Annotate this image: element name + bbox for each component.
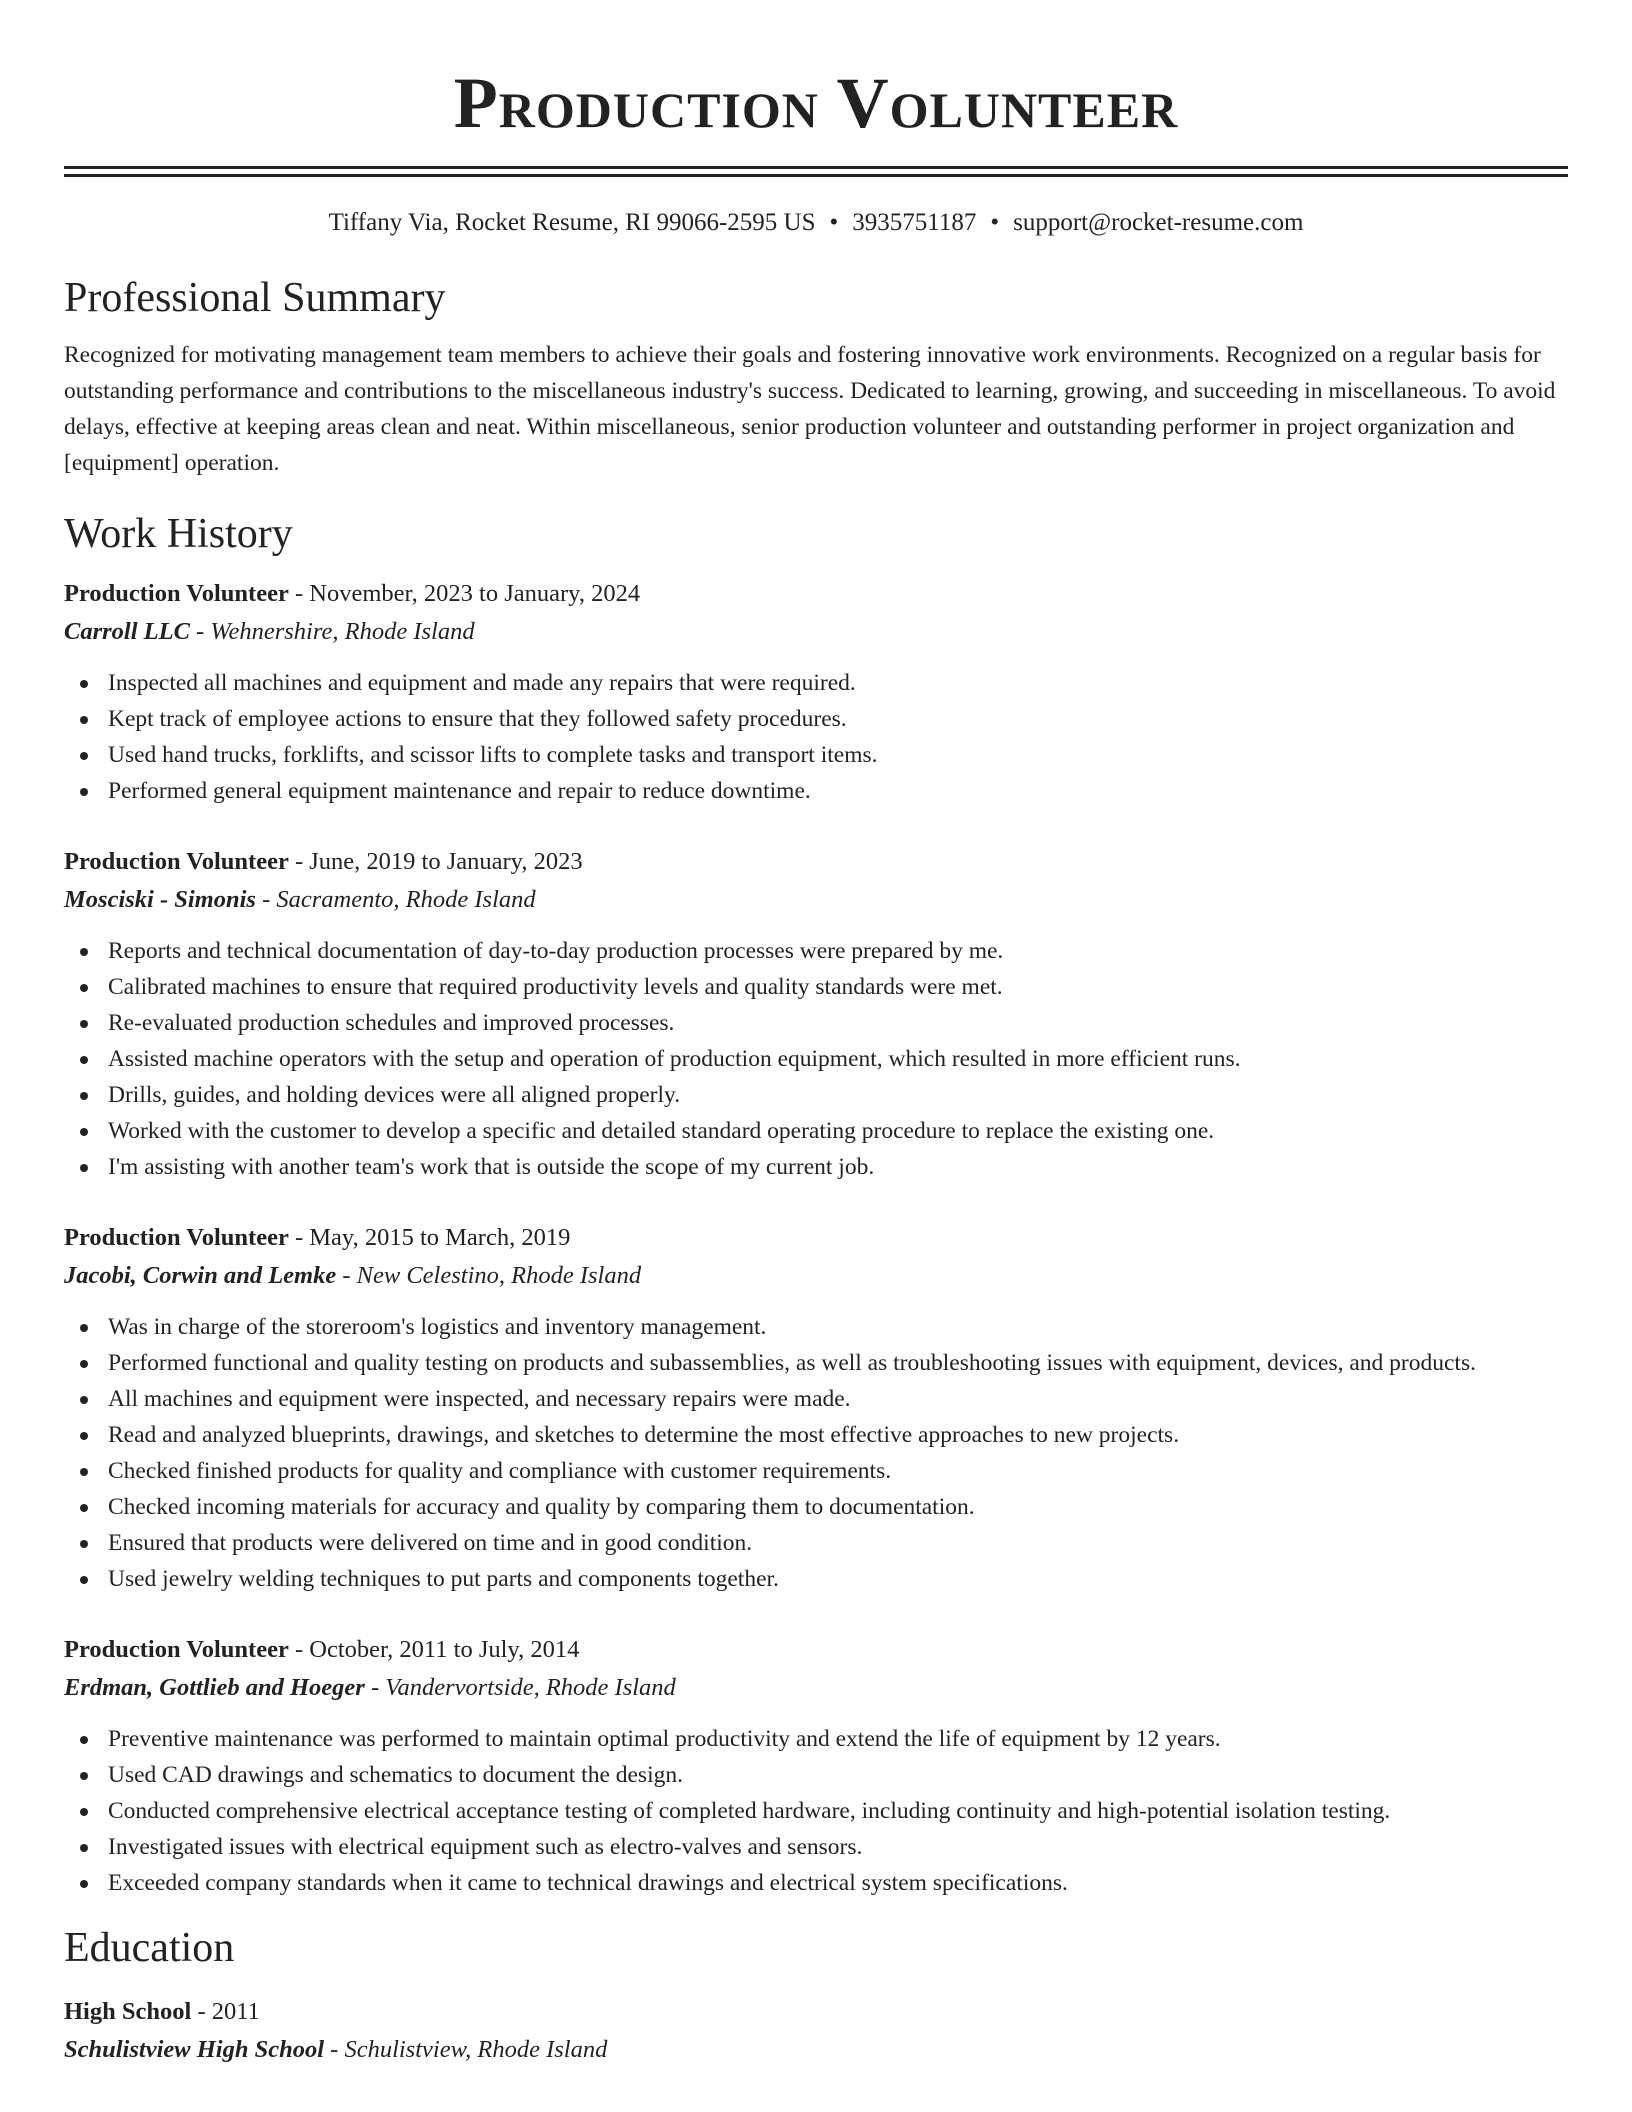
education-entry <box>64 1993 1568 2069</box>
job-location: - New Celestino, Rhode Island <box>336 1262 642 1289</box>
job-entry <box>64 575 1568 809</box>
education-school: Schulistview High School <box>64 2036 325 2063</box>
duty-item: Was in charge of the storeroom's logistics and inventory management. <box>64 1309 1568 1345</box>
job-employer <box>64 613 1568 651</box>
contact-email: support@rocket-resume.com <box>1013 209 1304 236</box>
job-dates: - November, 2023 to January, 2024 <box>288 580 641 607</box>
education-institution <box>64 2031 1568 2069</box>
duty-item: Preventive maintenance was performed to maintain optimal productivity and extend the life of equipment by 12 years. <box>64 1721 1568 1757</box>
job-role: Production Volunteer <box>64 580 289 607</box>
job-entry <box>64 843 1568 1185</box>
job-header <box>64 843 1568 881</box>
job-employer <box>64 1257 1568 1295</box>
education-heading: Education <box>64 1925 235 1971</box>
duty-item: Checked incoming materials for accuracy and quality by comparing them to documentation. <box>64 1489 1568 1525</box>
duty-item: Checked finished products for quality and compliance with customer requirements. <box>64 1453 1568 1489</box>
summary-heading: Professional Summary <box>64 275 446 321</box>
job-duties <box>64 665 1568 809</box>
contact-line <box>64 207 1568 239</box>
job-company: Jacobi, Corwin and Lemke <box>64 1262 337 1289</box>
duty-item: All machines and equipment were inspected, and necessary repairs were made. <box>64 1381 1568 1417</box>
job-duties <box>64 933 1568 1185</box>
job-employer <box>64 881 1568 919</box>
job-location: - Vandervortside, Rhode Island <box>364 1674 676 1701</box>
job-company: Erdman, Gottlieb and Hoeger <box>64 1674 365 1701</box>
duty-item: I'm assisting with another team's work that is outside the scope of my current job. <box>64 1149 1568 1185</box>
education-degree: High School <box>64 1998 192 2025</box>
duty-item: Exceeded company standards when it came to technical drawings and electrical system specifications. <box>64 1865 1568 1901</box>
duty-item: Reports and technical documentation of day-to-day production processes were prepared by me. <box>64 933 1568 969</box>
duty-item: Inspected all machines and equipment and made any repairs that were required. <box>64 665 1568 701</box>
duty-item: Re-evaluated production schedules and improved processes. <box>64 1005 1568 1041</box>
job-role: Production Volunteer <box>64 1636 289 1663</box>
duty-item: Kept track of employee actions to ensure that they followed safety procedures. <box>64 701 1568 737</box>
duty-item: Used CAD drawings and schematics to document the design. <box>64 1757 1568 1793</box>
resume-page <box>64 0 1568 2069</box>
job-duties <box>64 1721 1568 1901</box>
education-year: - 2011 <box>191 1998 260 2025</box>
job-entry <box>64 1219 1568 1597</box>
job-role: Production Volunteer <box>64 848 289 875</box>
duty-item: Ensured that products were delivered on time and in good condition. <box>64 1525 1568 1561</box>
job-company: Carroll LLC <box>64 618 190 645</box>
job-employer <box>64 1669 1568 1707</box>
job-location: - Wehnershire, Rhode Island <box>189 618 475 645</box>
duty-item: Used hand trucks, forklifts, and scissor lifts to complete tasks and transport items. <box>64 737 1568 773</box>
duty-item: Worked with the customer to develop a specific and detailed standard operating procedure to replace the existing one. <box>64 1113 1568 1149</box>
duty-item: Drills, guides, and holding devices were all aligned properly. <box>64 1077 1568 1113</box>
job-role: Production Volunteer <box>64 1224 289 1251</box>
job-dates: - October, 2011 to July, 2014 <box>288 1636 580 1663</box>
work-history-heading: Work History <box>64 511 293 557</box>
contact-address: Tiffany Via, Rocket Resume, RI 99066-2595 US <box>328 209 816 236</box>
job-dates: - May, 2015 to March, 2019 <box>288 1224 571 1251</box>
duty-item: Used jewelry welding techniques to put parts and components together. <box>64 1561 1568 1597</box>
title-divider <box>64 166 1568 177</box>
duty-item: Performed general equipment maintenance and repair to reduce downtime. <box>64 773 1568 809</box>
contact-separator: • <box>829 209 839 236</box>
contact-phone: 3935751187 <box>852 209 977 236</box>
summary-text: Recognized for motivating management team members to achieve their goals and fostering innovative work environments. Recognized on a regular basis for outstanding performance and contributions to the miscellaneous industry's success. Dedicated to learning, growing, and succeeding in miscellaneous. To avoid delays, effective at keeping areas clean and neat. Within miscellaneous, senior production volunteer and outstanding performer in project organization and [equipment] operation. <box>64 342 1556 476</box>
duty-item: Conducted comprehensive electrical acceptance testing of completed hardware, including continuity and high-potential isolation testing. <box>64 1793 1568 1829</box>
duty-item: Assisted machine operators with the setup and operation of production equipment, which resulted in more efficient runs. <box>64 1041 1568 1077</box>
duty-item: Investigated issues with electrical equipment such as electro-valves and sensors. <box>64 1829 1568 1865</box>
job-entry <box>64 1631 1568 1901</box>
education-location: - Schulistview, Rhode Island <box>324 2036 608 2063</box>
job-header <box>64 1631 1568 1669</box>
job-dates: - June, 2019 to January, 2023 <box>288 848 583 875</box>
contact-separator: • <box>990 209 1000 236</box>
duty-item: Read and analyzed blueprints, drawings, and sketches to determine the most effective approaches to new projects. <box>64 1417 1568 1453</box>
job-location: - Sacramento, Rhode Island <box>255 886 536 913</box>
education-header <box>64 1993 1568 2031</box>
job-header <box>64 575 1568 613</box>
job-duties <box>64 1309 1568 1597</box>
duty-item: Calibrated machines to ensure that required productivity levels and quality standards were met. <box>64 969 1568 1005</box>
job-company: Mosciski - Simonis <box>64 886 256 913</box>
job-header <box>64 1219 1568 1257</box>
duty-item: Performed functional and quality testing on products and subassemblies, as well as troubleshooting issues with equipment, devices, and products. <box>64 1345 1568 1381</box>
resume-title: Production Volunteer <box>453 63 1179 143</box>
